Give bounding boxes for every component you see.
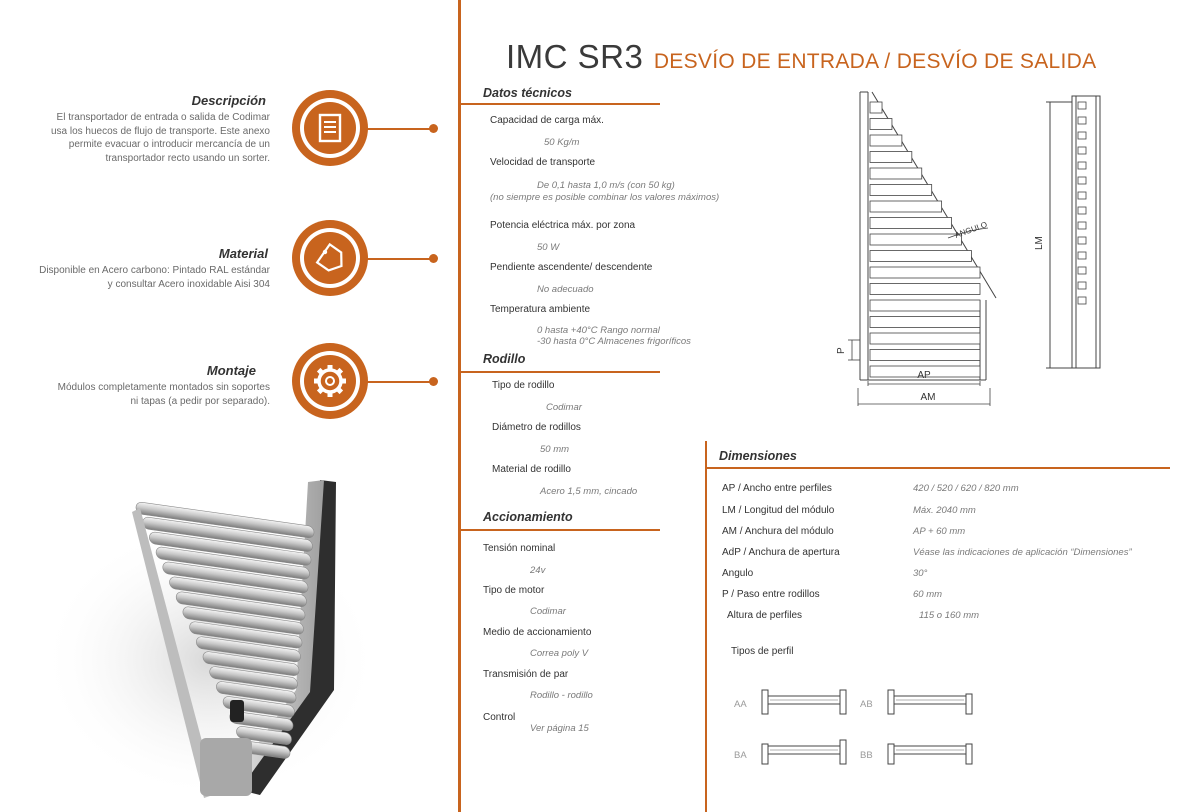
roller-outline — [870, 333, 980, 344]
roller-outline — [870, 300, 980, 311]
spec-value: Acero 1,5 mm, cincado — [540, 486, 638, 497]
spec-label: Tipo de motor — [483, 585, 545, 596]
section-rule — [458, 103, 660, 105]
roller-outline — [870, 350, 980, 361]
dimension-value: 30° — [913, 568, 928, 579]
profile-aa-diagram — [760, 688, 848, 718]
page-title — [506, 38, 1096, 76]
bracket — [1078, 222, 1086, 229]
spec-label: Tensión nominal — [483, 543, 556, 554]
feature-text-montaje — [20, 381, 270, 408]
roller-outline — [870, 234, 961, 245]
dimension-label: Altura de perfiles — [727, 610, 803, 621]
connector-line — [366, 381, 430, 383]
roller-outline — [870, 152, 912, 163]
roller-outline — [870, 201, 942, 212]
spec-value: -30 hasta 0°C Almacenes frigoríficos — [537, 336, 691, 347]
dim-label-lm: LM — [1034, 236, 1045, 250]
spec-value: No adecuado — [537, 284, 594, 295]
vertical-divider — [458, 0, 461, 812]
section-title-datos-tecnicos: Datos técnicos — [483, 86, 572, 100]
bracket — [1078, 117, 1086, 124]
feature-line: permite evacuar o introducir mercancía de un — [68, 139, 270, 150]
spec-value: Codimar — [546, 402, 582, 413]
connector-dot — [429, 124, 438, 133]
dim-label-p: P — [836, 347, 847, 354]
dim-label-am: AM — [920, 392, 936, 403]
feature-title-descripcion: Descripción — [191, 93, 266, 108]
spec-value: 50 Kg/m — [544, 137, 580, 148]
bracket — [1078, 132, 1086, 139]
feature-line: Disponible en Acero carbono: Pintado RAL estándar — [39, 265, 270, 276]
feature-text-descripcion — [20, 111, 270, 165]
dimension-value: 60 mm — [913, 589, 943, 600]
spec-label: Pendiente ascendente/ descendente — [490, 262, 653, 273]
bracket — [1078, 102, 1086, 109]
connector-line — [366, 128, 430, 130]
bracket — [1078, 297, 1086, 304]
dimension-value: AP + 60 mm — [913, 526, 966, 537]
price-tag-icon — [292, 220, 368, 296]
spec-value: Correa poly V — [530, 648, 589, 659]
feature-line: El transportador de entrada o salida de Codimar — [56, 112, 270, 123]
model-subtitle: DESVÍO DE ENTRADA / DESVÍO DE SALIDA — [653, 50, 1097, 73]
bracket — [1078, 177, 1086, 184]
section-rule — [458, 529, 660, 531]
product-illustration — [40, 460, 370, 805]
roller-outline — [870, 135, 902, 146]
dimension-label: Angulo — [722, 568, 754, 579]
roller-outline — [870, 267, 980, 278]
spec-label: Capacidad de carga máx. — [490, 115, 604, 126]
dimension-label: AP / Ancho entre perfiles — [722, 483, 832, 494]
feature-title-montaje: Montaje — [206, 363, 256, 378]
profile-ab-diagram — [886, 688, 974, 718]
spec-value: 24v — [530, 565, 546, 576]
dimension-label: AdP / Anchura de apertura — [722, 547, 840, 558]
spec-label: Potencia eléctrica máx. por zona — [490, 220, 636, 231]
spec-label: Diámetro de rodillos — [492, 422, 581, 433]
spec-label: Medio de accionamiento — [483, 627, 592, 638]
connector-dot — [429, 377, 438, 386]
spec-value: 0 hasta +40°C Rango normal — [537, 325, 660, 336]
profile-type-label: AB — [860, 699, 873, 710]
dimension-label: P / Paso entre rodillos — [722, 589, 820, 600]
feature-line: ni tapas (a pedir por separado). — [130, 395, 270, 407]
model-name: IMC SR3 — [506, 38, 644, 75]
spec-value: 50 mm — [540, 444, 570, 455]
feature-line: usa los huecos de flujo de transporte. Este anexo — [50, 125, 270, 137]
bracket — [1078, 252, 1086, 259]
bracket — [1078, 192, 1086, 199]
spec-value: Ver página 15 — [530, 723, 589, 734]
dim-label-angle: ANGULO — [953, 219, 989, 240]
dimension-value: Máx. 2040 mm — [913, 505, 976, 516]
technical-drawing — [830, 88, 1130, 410]
section-rule — [705, 467, 1170, 469]
feature-line: transportador recto usando un sorter. — [105, 152, 270, 164]
bracket — [1078, 162, 1086, 169]
feature-line: y consultar Acero inoxidable Aisi 304 — [107, 278, 270, 290]
roller-outline — [870, 102, 882, 113]
roller-outline — [870, 284, 980, 295]
bracket — [1078, 207, 1086, 214]
profile-type-label: AA — [734, 699, 747, 710]
roller-outline — [870, 185, 932, 196]
spec-label: Material de rodillo — [492, 464, 571, 475]
profile-type-label: BB — [860, 750, 873, 761]
roller-outline — [870, 168, 922, 179]
profile-ba-diagram — [760, 738, 848, 768]
spec-label: Control — [483, 712, 516, 723]
roller-outline — [870, 317, 980, 328]
bracket — [1078, 237, 1086, 244]
spec-value: (no siempre es posible combinar los valores máximos) — [490, 192, 720, 203]
profile-type-label: BA — [734, 750, 747, 761]
dim-label-ap: AP — [917, 370, 931, 381]
connector-line — [366, 258, 430, 260]
roller-outline — [870, 218, 952, 229]
connector-dot — [429, 254, 438, 263]
spec-label: Transmisión de par — [483, 669, 569, 680]
section-title-accionamiento: Accionamiento — [483, 510, 573, 524]
section-title-rodillo: Rodillo — [483, 352, 526, 366]
roller-outline — [870, 119, 892, 130]
spec-value: Codimar — [530, 606, 566, 617]
bracket — [1078, 267, 1086, 274]
feature-line: Módulos completamente montados sin soportes — [57, 382, 270, 393]
roller-outline — [870, 251, 971, 262]
spec-value: De 0,1 hasta 1,0 m/s (con 50 kg) — [537, 180, 675, 191]
dimension-label: AM / Anchura del módulo — [722, 526, 834, 537]
feature-title-material: Material — [218, 246, 268, 261]
document-icon — [292, 90, 368, 166]
spec-label: Temperatura ambiente — [490, 304, 591, 315]
dimension-value: 420 / 520 / 620 / 820 mm — [913, 483, 1019, 494]
spec-label: Tipo de rodillo — [492, 380, 555, 391]
profile-bb-diagram — [886, 738, 974, 768]
spec-label: Velocidad de transporte — [490, 157, 596, 168]
bracket — [1078, 282, 1086, 289]
feature-text-material — [20, 264, 270, 291]
dimension-value: 115 o 160 mm — [919, 610, 980, 621]
spec-value: Rodillo - rodillo — [530, 690, 593, 701]
dimension-value: Véase las indicaciones de aplicación “Dimensiones” — [913, 547, 1132, 558]
bracket — [1078, 147, 1086, 154]
profile-types-title: Tipos de perfil — [731, 646, 794, 657]
gear-icon — [292, 343, 368, 419]
section-title-dimensiones: Dimensiones — [719, 449, 797, 463]
dimension-label: LM / Longitud del módulo — [722, 505, 835, 516]
vertical-divider-secondary — [705, 441, 707, 812]
section-rule — [458, 371, 660, 373]
spec-value: 50 W — [537, 242, 560, 253]
